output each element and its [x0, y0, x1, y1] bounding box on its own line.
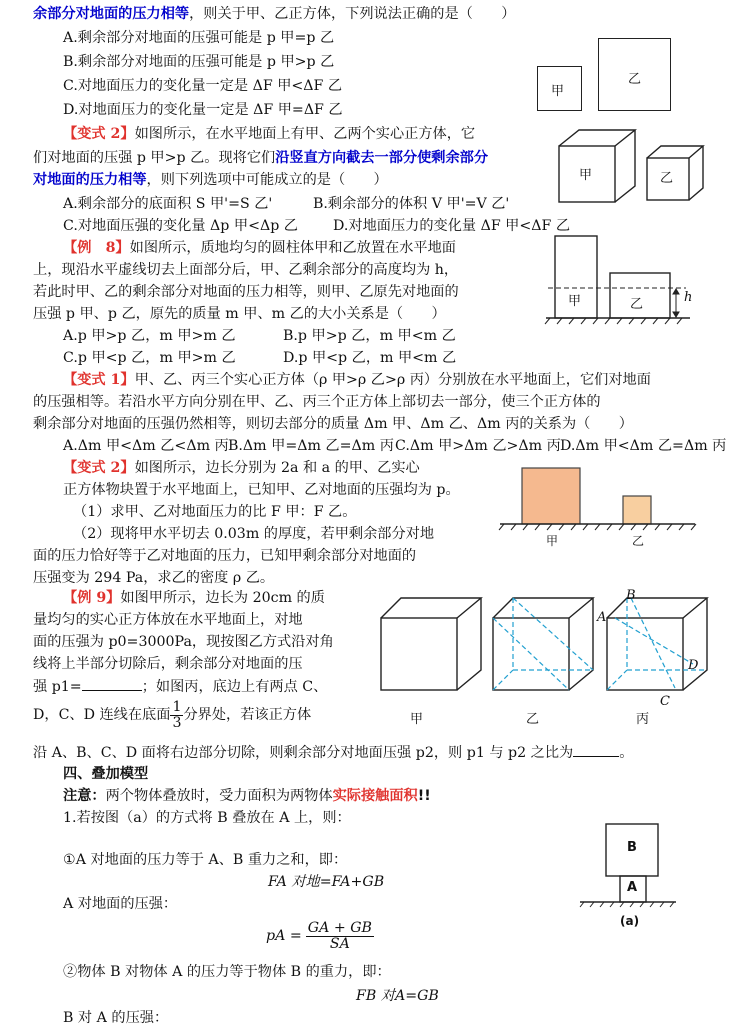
bs2b-tag: 【变式 2】 [63, 460, 135, 476]
bs1-text1: 甲、乙、丙三个实心正方体（ρ 甲>ρ 乙>ρ 丙）分别放在水平地面上，它们对地面 [134, 372, 651, 388]
ex9-line3: 面的压强为 p0=3000Pa，现按图乙方式沿对角 [33, 634, 334, 650]
ex9-line7 [33, 742, 633, 763]
ex8-option-d: D.p 甲<p 乙，m 甲<m 乙 [283, 350, 457, 366]
fig3-cylinders [540, 232, 720, 332]
fig5-cube-yi [493, 598, 593, 690]
fig6-hatch [580, 902, 674, 907]
fig5-point-a: A [597, 610, 607, 625]
sec4-f2-fraction [306, 921, 374, 952]
fig5-cube-jia [381, 598, 481, 690]
bs2-text2a: 们对地面的压强 p 甲>p 乙。现将它们 [33, 150, 276, 166]
sec4-f2-num: GA + GB [307, 919, 372, 936]
sec4-note-text: 两个物体叠放时，受力面积为两物体 [105, 788, 333, 804]
sec4-note-end: !! [417, 788, 431, 804]
bs2-option-c: C.对地面压强的变化量 Δp 甲<Δp 乙 [63, 218, 298, 234]
fig3-label-yi: 乙 [630, 297, 644, 312]
bs2-text3a: 对地面的压力相等 [33, 172, 147, 188]
intro-emphasis: 余部分对地面的压力相等 [33, 6, 190, 22]
sec4-line3: A 对地面的压强： [63, 896, 178, 912]
sec4-line5: B 对 A 的压强： [63, 1010, 169, 1026]
sec4-formula3: FB 对A=GB [356, 988, 439, 1004]
sec4-line1: 1.若按图（a）的方式将 B 叠放在 A 上，则： [63, 810, 351, 826]
bs2-line3 [33, 170, 388, 190]
fig4-blocks [490, 462, 710, 542]
bs1-line2: 的压强相等。若沿水平方向分别在甲、乙、丙三个正方体上部切去一部分，使三个正方体的 [33, 394, 601, 410]
fig5-label-jia: 甲 [410, 712, 424, 727]
ex9-tag: 【例 9】 [63, 590, 121, 606]
bs2-tag: 【变式 2】 [63, 126, 135, 142]
ex9-line1 [63, 588, 325, 608]
sec4-f2-den: SA [329, 935, 350, 952]
ex8-line3: 若此时甲、乙的剩余部分对地面的压力相等，则甲、乙原先对地面的 [33, 284, 459, 300]
fig5-cube-yi-cut [493, 598, 593, 690]
ex9-frac-den: 3 [172, 714, 182, 731]
bs2-text3b: ，则下列选项中可能成立的是（ ） [146, 172, 388, 188]
fig1-label-jia: 甲 [551, 84, 565, 99]
ex8-tag: 【例 8】 [63, 240, 130, 256]
ex8-line1 [63, 238, 456, 258]
bs2-text2b: 沿竖直方向截去一部分使剩余部分 [275, 150, 489, 166]
sec4-line2: ①A 对地面的压力等于 A、B 重力之和，即： [63, 852, 348, 868]
ex9-line6 [33, 698, 311, 732]
ex8-option-a: A.p 甲>p 乙，m 甲>m 乙 [63, 328, 236, 344]
fig5-point-d: D [688, 658, 699, 673]
fig4-block-yi [623, 496, 651, 524]
fig5-label-bing: 丙 [636, 712, 650, 727]
ex8-option-c: C.p 甲<p 乙，m 甲>m 乙 [63, 350, 236, 366]
fig6-caption: (a) [620, 914, 640, 928]
bs2b-line6: 压强变为 294 Pa，求乙的密度 ρ 乙。 [33, 570, 275, 586]
bs2b-line4: （2）现将甲水平切去 0.03m 的厚度，若甲剩余部分对地 [73, 526, 435, 542]
bs2b-line3: （1）求甲、乙对地面压力的比 F 甲：F 乙。 [73, 504, 357, 520]
q1-option-a: A.剩余部分对地面的压强可能是 p 甲=p 乙 [63, 30, 335, 46]
sec4-title: 四、叠加模型 [63, 766, 149, 782]
bs1-line3: 剩余部分对地面的压强仍然相等，则切去部分的质量 Δm 甲、Δm 乙、Δm 丙的关系为（ ） [33, 416, 633, 432]
intro-text: ，则关于甲、乙正方体，下列说法正确的是（ ） [189, 6, 516, 22]
fig2-cube-jia-side [615, 130, 635, 202]
ex9-text7-end: 。 [619, 745, 634, 761]
fig5-cube-bing [607, 598, 707, 690]
bs1-tag: 【变式 1】 [63, 372, 135, 388]
ex9-line4: 线将上半部分切除后，剩余部分对地面的压 [33, 656, 303, 672]
sec4-note [63, 786, 431, 806]
ex9-blank-p1[interactable] [82, 676, 142, 691]
fig5-cubes [375, 588, 715, 708]
fig2-label-yi: 乙 [660, 171, 674, 186]
bs2b-line2: 正方体物块置于水平地面上，已知甲、乙对地面的压强均为 p。 [63, 482, 460, 498]
ex9-text5a: 强 p1= [33, 679, 82, 695]
fig2-cube-yi-side [689, 146, 703, 200]
ex9-frac-num: 1 [172, 698, 182, 715]
bs2-option-b: B.剩余部分的体积 V 甲'=V 乙' [313, 196, 510, 212]
fig6-label-a: A [627, 880, 638, 895]
sec4-note-emphasis: 实际接触面积 [332, 788, 418, 804]
sec4-note-label: 注意： [63, 788, 106, 804]
bs2-line2 [33, 148, 488, 168]
bs2b-line1 [63, 458, 420, 478]
fig5-cube-bing-cut [607, 598, 707, 690]
fig2-label-jia: 甲 [579, 168, 593, 183]
ex9-blank-ratio[interactable] [573, 742, 619, 757]
fig5-point-b: B [626, 588, 636, 603]
bs2-option-d: D.对地面压力的变化量 ΔF 甲<ΔF 乙 [333, 218, 571, 234]
fig3-label-jia: 甲 [568, 294, 582, 309]
ex8-line4: 压强 p 甲、p 乙，原先的质量 m 甲、m 乙的大小关系是（ ） [33, 306, 446, 322]
fig5-label-yi: 乙 [526, 712, 540, 727]
ex9-fraction [170, 700, 183, 731]
ex8-text1: 如图所示，质地均匀的圆柱体甲和乙放置在水平地面 [129, 240, 456, 256]
fig3-hatch [545, 318, 682, 324]
fig6-label-b: B [627, 840, 637, 855]
ex9-text6a: D，C、D 连线在底面 [33, 707, 171, 723]
fig5-point-c: C [660, 694, 670, 709]
bs1-line1 [63, 370, 651, 390]
bs1-option-d: D.Δm 甲<Δm 乙=Δm 丙 [560, 438, 727, 454]
fig3-label-h: h [684, 290, 693, 305]
q1-option-c: C.对地面压力的变化量一定是 ΔF 甲<ΔF 乙 [63, 78, 343, 94]
sec4-f2-lhs: pA = [266, 928, 302, 944]
ex9-text5b: ；如图丙，底边上有两点 C、 [141, 679, 328, 695]
fig6-stack [578, 820, 678, 920]
bs2-option-a: A.剩余部分的底面积 S 甲'=S 乙' [63, 196, 273, 212]
ex9-text6b: 分界处，若该正方体 [183, 707, 312, 723]
bs1-option-c: C.Δm 甲>Δm 乙>Δm 丙 [395, 438, 561, 454]
ex8-line2: 上，现沿水平虚线切去上面部分后，甲、乙剩余部分的高度均为 h， [33, 262, 459, 278]
q1-option-b: B.剩余部分对地面的压强可能是 p 甲>p 乙 [63, 54, 335, 70]
ex9-text7: 沿 A、B、C、D 面将右边部分切除，则剩余部分对地面压强 p2，则 p1 与 p2 之比为 [33, 745, 574, 761]
intro-line [33, 4, 515, 24]
ex9-line5 [33, 676, 327, 697]
fig4-label-yi: 乙 [632, 534, 645, 548]
sec4-formula2 [266, 916, 374, 956]
ex8-option-b: B.p 甲>p 乙，m 甲<m 乙 [283, 328, 456, 344]
ex9-text1: 如图甲所示，边长为 20cm 的质 [120, 590, 325, 606]
sec4-line4: ②物体 B 对物体 A 的压力等于物体 B 的重力，即： [63, 964, 391, 980]
bs2-text1: 如图所示，在水平地面上有甲、乙两个实心正方体，它 [134, 126, 476, 142]
fig1-label-yi: 乙 [628, 72, 642, 87]
bs2b-line5: 面的压力恰好等于乙对地面的压力，已知甲剩余部分对地面的 [33, 548, 417, 564]
bs2b-text1: 如图所示，边长分别为 2a 和 a 的甲、乙实心 [134, 460, 420, 476]
fig3-h-arrow [673, 289, 679, 317]
bs1-option-b: B.Δm 甲=Δm 乙=Δm 丙 [228, 438, 394, 454]
ex9-line2: 量均匀的实心正方体放在水平地面上，对地 [33, 612, 303, 628]
fig4-hatch [499, 524, 696, 530]
bs1-option-a: A.Δm 甲<Δm 乙<Δm 丙 [63, 438, 229, 454]
fig4-block-jia [522, 468, 580, 524]
bs2-line1 [63, 124, 475, 144]
q1-option-d: D.对地面压力的变化量一定是 ΔF 甲=ΔF 乙 [63, 102, 343, 118]
sec4-formula1: FA 对地=FA+GB [268, 874, 385, 890]
fig2-cube-yi-top [647, 146, 703, 158]
fig2-cube-jia-top [559, 130, 635, 146]
fig4-label-jia: 甲 [546, 534, 559, 548]
